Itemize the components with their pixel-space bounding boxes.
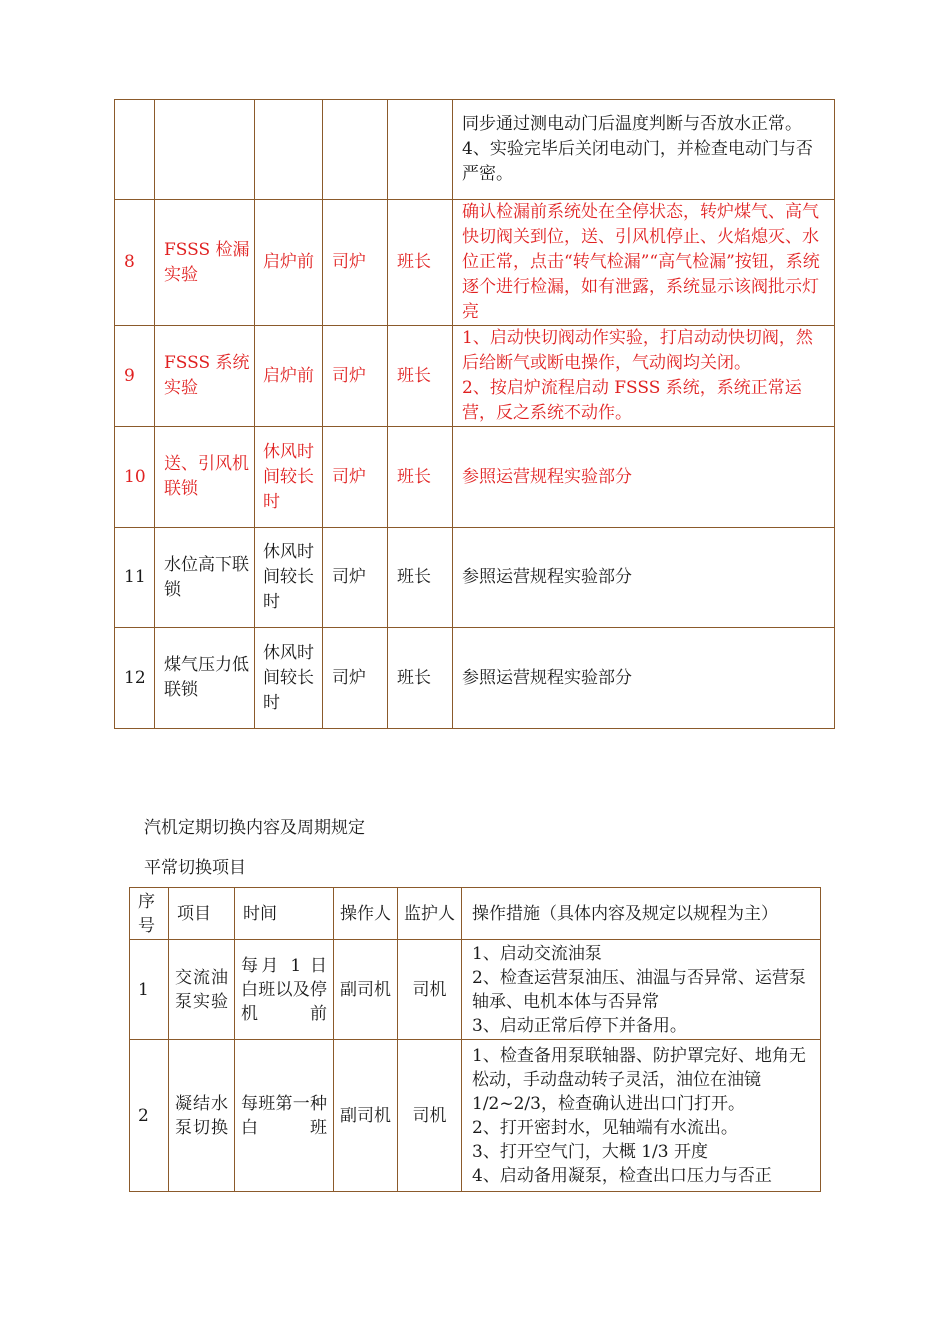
item-cell: 煤气压力低联锁 — [155, 628, 255, 729]
measures-cell: 参照运营规程实验部分 — [453, 528, 835, 628]
no-cell: 8 — [115, 200, 155, 326]
item-cell: 交流油泵实验 — [169, 940, 235, 1040]
table-switching-items — [129, 887, 821, 1192]
item-cell: FSSS 检漏实验 — [155, 200, 255, 326]
no-cell: 9 — [115, 326, 155, 427]
table-cell — [388, 100, 453, 200]
measures-cell: 1、启动交流油泵 2、检查运营泵油压、油温与否异常、运营泵轴承、电机本体与否异常 3、启动正常后停下并备用。 — [462, 940, 821, 1040]
supervisor-cell: 班长 — [388, 628, 453, 729]
operator-cell: 司炉 — [323, 427, 388, 528]
header-item: 项目 — [169, 888, 235, 940]
table-row — [130, 1040, 821, 1192]
supervisor-cell: 班长 — [388, 200, 453, 326]
operator-cell: 副司机 — [334, 1040, 398, 1192]
table-row — [115, 628, 835, 729]
supervisor-cell: 司机 — [398, 1040, 462, 1192]
subsection-title: 平常切换项目 — [144, 858, 246, 878]
header-time: 时间 — [235, 888, 334, 940]
table-header-row — [130, 888, 821, 940]
header-measures: 操作措施（具体内容及规定以规程为主） — [462, 888, 821, 940]
no-cell: 10 — [115, 427, 155, 528]
time-cell: 休风时间较长时 — [255, 628, 323, 729]
supervisor-cell: 班长 — [388, 528, 453, 628]
measures-cell: 同步通过测电动门后温度判断与否放水正常。 4、实验完毕后关闭电动门，并检查电动门与否严密。 — [453, 100, 835, 200]
time-cell: 每月 1 日白班以及停机前 — [235, 940, 334, 1040]
header-supervisor: 监护人 — [398, 888, 462, 940]
operator-cell: 副司机 — [334, 940, 398, 1040]
operator-cell: 司炉 — [323, 326, 388, 427]
table-row — [130, 940, 821, 1040]
table-furnace-tests — [114, 99, 835, 729]
supervisor-cell: 司机 — [398, 940, 462, 1040]
item-cell: 凝结水泵切换 — [169, 1040, 235, 1192]
supervisor-cell: 班长 — [388, 326, 453, 427]
measures-cell: 参照运营规程实验部分 — [453, 427, 835, 528]
table-cell — [255, 100, 323, 200]
measures-cell: 参照运营规程实验部分 — [453, 628, 835, 729]
measures-cell: 1、检查备用泵联轴器、防护罩完好、地角无松动，手动盘动转子灵活，油位在油镜 1/2~2/3，检查确认进出口门打开。 2、打开密封水，见轴端有水流出。 3、打开空气门，大概 1/3 开度 4、启动备用凝泵，检查出口压力与否正 — [462, 1040, 821, 1192]
table-row — [115, 427, 835, 528]
measures-cell: 确认检漏前系统处在全停状态，转炉煤气、高气快切阀关到位，送、引风机停止、火焰熄灭、水位正常，点击“转气检漏”“高气检漏”按钮，系统逐个进行检漏，如有泄露，系统显示该阀批示灯亮 — [453, 200, 835, 326]
table-cell — [155, 100, 255, 200]
header-no: 序号 — [130, 888, 169, 940]
item-cell: 水位高下联锁 — [155, 528, 255, 628]
measures-cell: 1、启动快切阀动作实验，打启动动快切阀，然后给断气或断电操作，气动阀均关闭。 2、按启炉流程启动 FSSS 系统，系统正常运营，反之系统不动作。 — [453, 326, 835, 427]
no-cell: 2 — [130, 1040, 169, 1192]
time-cell: 启炉前 — [255, 326, 323, 427]
table-cell — [115, 100, 155, 200]
section-title: 汽机定期切换内容及周期规定 — [144, 818, 365, 838]
table-row — [115, 200, 835, 326]
table-cell — [323, 100, 388, 200]
no-cell: 12 — [115, 628, 155, 729]
supervisor-cell: 班长 — [388, 427, 453, 528]
operator-cell: 司炉 — [323, 200, 388, 326]
operator-cell: 司炉 — [323, 528, 388, 628]
header-operator: 操作人 — [334, 888, 398, 940]
operator-cell: 司炉 — [323, 628, 388, 729]
time-cell: 每班第一种白班 — [235, 1040, 334, 1192]
item-cell: 送、引风机联锁 — [155, 427, 255, 528]
time-cell: 休风时间较长时 — [255, 427, 323, 528]
time-cell: 启炉前 — [255, 200, 323, 326]
item-cell: FSSS 系统实验 — [155, 326, 255, 427]
table-row — [115, 326, 835, 427]
no-cell: 11 — [115, 528, 155, 628]
time-cell: 休风时间较长时 — [255, 528, 323, 628]
table-row — [115, 100, 835, 200]
table-row — [115, 528, 835, 628]
no-cell: 1 — [130, 940, 169, 1040]
